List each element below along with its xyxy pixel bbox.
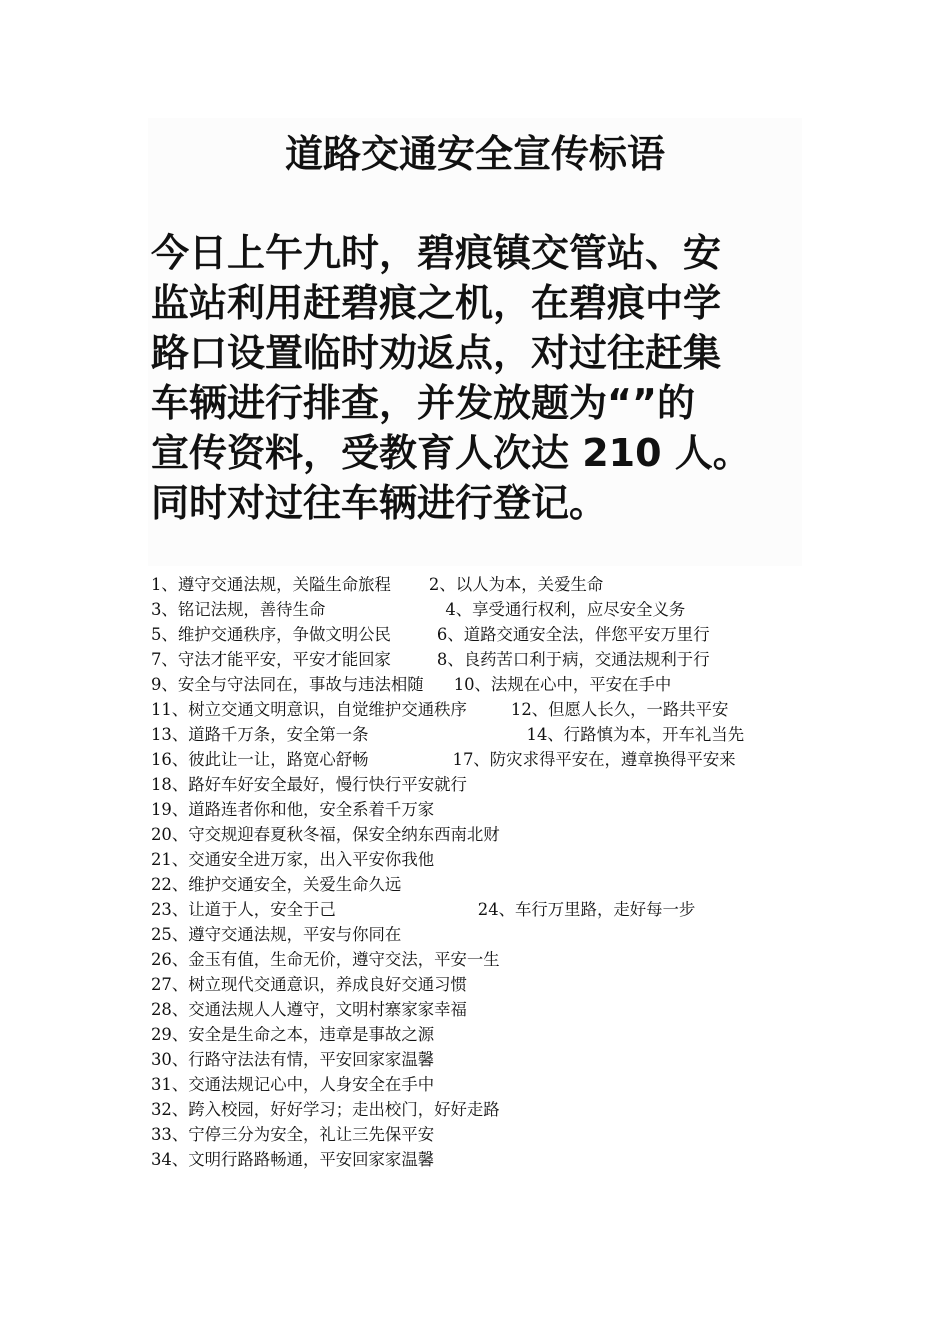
slogan-item: 25、遵守交通法规，平安与你同在 (151, 925, 402, 944)
slogan-item: 5、维护交通秩序，争做文明公民 (151, 625, 391, 644)
slogan-item: 23、让道于人，安全于己 (151, 900, 336, 919)
intro-line: 车辆进行排查，并发放题为“”的 (151, 381, 695, 425)
slogan-item: 27、树立现代交通意识，养成良好交通习惯 (151, 975, 467, 994)
document-title: 道路交通安全宣传标语 (284, 132, 665, 176)
slogan-item: 19、道路连者你和他，安全系着千万家 (151, 800, 435, 819)
intro-line: 监站利用赶碧痕之机，在碧痕中学 (151, 281, 722, 325)
slogan-row (151, 1072, 797, 1097)
slogan-row (151, 672, 797, 697)
slogan-item: 9、安全与守法同在，事故与违法相随 (151, 675, 424, 694)
slogan-row (151, 722, 797, 747)
slogan-row (151, 897, 797, 922)
slogan-row (151, 597, 797, 622)
slogan-item: 29、安全是生命之本，违章是事故之源 (151, 1025, 435, 1044)
slogan-item: 4、享受通行权利，应尽安全义务 (445, 600, 686, 619)
intro-line: 路口设置临时劝返点，对过往赶集 (151, 331, 722, 375)
slogan-item: 3、铭记法规，善待生命 (151, 600, 326, 619)
slogan-item: 24、车行万里路，走好每一步 (477, 900, 696, 919)
intro-line: 同时对过往车辆进行登记。 (151, 481, 608, 525)
slogan-item: 7、守法才能平安，平安才能回家 (151, 650, 391, 669)
slogan-row (151, 697, 797, 722)
slogan-row (151, 1047, 797, 1072)
slogan-row (151, 1022, 797, 1047)
intro-paragraph (151, 228, 791, 528)
slogan-item: 33、宁停三分为安全，礼让三先保平安 (151, 1125, 435, 1144)
slogan-row (151, 947, 797, 972)
slogan-row (151, 1147, 797, 1172)
slogan-item: 16、彼此让一让，路宽心舒畅 (151, 750, 369, 769)
slogan-list (151, 572, 797, 1172)
slogan-item: 8、良药苦口利于病，交通法规利于行 (436, 650, 710, 669)
slogan-item: 10、法规在心中，平安在手中 (453, 675, 672, 694)
slogan-row (151, 797, 797, 822)
slogan-item: 31、交通法规记心中，人身安全在手中 (151, 1075, 435, 1094)
intro-line: 今日上午九时，碧痕镇交管站、安 (151, 231, 722, 275)
slogan-item: 28、交通法规人人遵守，文明村寨家家幸福 (151, 1000, 467, 1019)
slogan-item: 22、维护交通安全，关爱生命久远 (151, 875, 402, 894)
intro-line: 宣传资料，受教育人次达 210 人。 (151, 431, 751, 475)
slogan-item: 32、跨入校园，好好学习；走出校门，好好走路 (151, 1100, 500, 1119)
slogan-item: 21、交通安全进万家，出入平安你我他 (151, 850, 435, 869)
slogan-row (151, 847, 797, 872)
slogan-item: 14、行路慎为本，开车礼当先 (526, 725, 745, 744)
slogan-row (151, 922, 797, 947)
slogan-row (151, 872, 797, 897)
slogan-row (151, 997, 797, 1022)
slogan-item: 17、防灾求得平安在，遵章换得平安来 (452, 750, 736, 769)
slogan-row (151, 822, 797, 847)
slogan-row (151, 1097, 797, 1122)
slogan-item: 13、道路千万条，安全第一条 (151, 725, 369, 744)
slogan-item: 20、守交规迎春夏秋冬福，保安全纳东西南北财 (151, 825, 500, 844)
slogan-item: 26、金玉有值，生命无价，遵守交法，平安一生 (151, 950, 500, 969)
slogan-item: 11、树立交通文明意识，自觉维护交通秩序 (151, 700, 467, 719)
slogan-row (151, 972, 797, 997)
slogan-row (151, 622, 797, 647)
slogan-row (151, 572, 797, 597)
slogan-row (151, 1122, 797, 1147)
slogan-item: 2、以人为本，关爱生命 (428, 575, 604, 594)
slogan-item: 30、行路守法法有情，平安回家家温馨 (151, 1050, 435, 1069)
slogan-row (151, 772, 797, 797)
slogan-item: 1、遵守交通法规，关隘生命旅程 (151, 575, 391, 594)
slogan-row (151, 747, 797, 772)
slogan-item: 12、但愿人长久，一路共平安 (510, 700, 729, 719)
slogan-item: 34、文明行路路畅通，平安回家家温馨 (151, 1150, 435, 1169)
slogan-item: 18、路好车好安全最好，慢行快行平安就行 (151, 775, 467, 794)
slogan-item: 6、道路交通安全法，伴您平安万里行 (436, 625, 710, 644)
slogan-row (151, 647, 797, 672)
